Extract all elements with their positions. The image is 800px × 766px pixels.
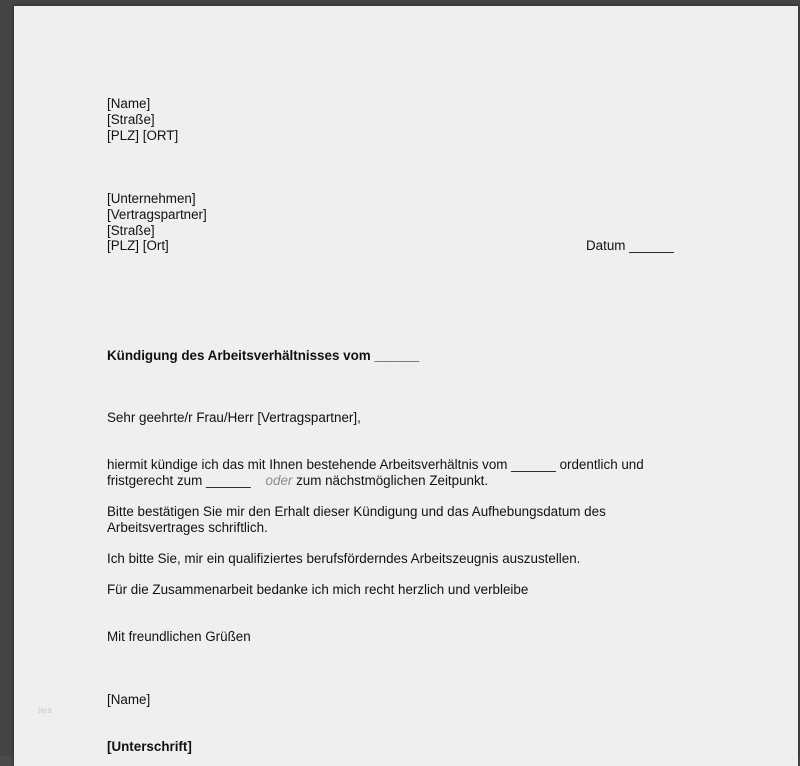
body-paragraph-1-line-2 [107, 473, 488, 489]
subject-line: Kündigung des Arbeitsverhältnisses vom ______ [107, 348, 420, 363]
signature-name: [Name] [107, 692, 151, 707]
recipient-company: [Unternehmen] [107, 191, 196, 206]
sender-city: [PLZ] [ORT] [107, 128, 179, 143]
body-paragraph-4: Für die Zusammenarbeit bedanke ich mich recht herzlich und verbleibe [107, 582, 529, 597]
sender-street: [Straße] [107, 112, 155, 127]
next-possible-date-text: zum nächstmöglichen Zeitpunkt. [296, 473, 489, 488]
termination-date-text: fristgerecht zum ______ [107, 473, 251, 488]
document-page [14, 6, 798, 766]
recipient-street: [Straße] [107, 223, 155, 238]
salutation: Sehr geehrte/r Frau/Herr [Vertragspartner], [107, 410, 361, 425]
sender-name: [Name] [107, 96, 151, 111]
date-field: Datum ______ [586, 238, 674, 253]
body-paragraph-1-line-1: hiermit kündige ich das mit Ihnen bestehende Arbeitsverhältnis vom ______ ordentlich und [107, 457, 644, 472]
watermark-text: tera [38, 706, 52, 715]
body-paragraph-3: Ich bitte Sie, mir ein qualifiziertes berufsförderndes Arbeitszeugnis auszustellen. [107, 551, 581, 566]
recipient-partner: [Vertragspartner] [107, 207, 207, 222]
oder-text: oder [265, 473, 293, 488]
body-paragraph-2-line-1: Bitte bestätigen Sie mir den Erhalt dieser Kündigung und das Aufhebungsdatum des [107, 504, 606, 519]
recipient-city: [PLZ] [Ort] [107, 238, 169, 253]
body-paragraph-2-line-2: Arbeitsvertrages schriftlich. [107, 520, 268, 535]
signature-label: [Unterschrift] [107, 739, 192, 754]
closing: Mit freundlichen Grüßen [107, 629, 251, 644]
